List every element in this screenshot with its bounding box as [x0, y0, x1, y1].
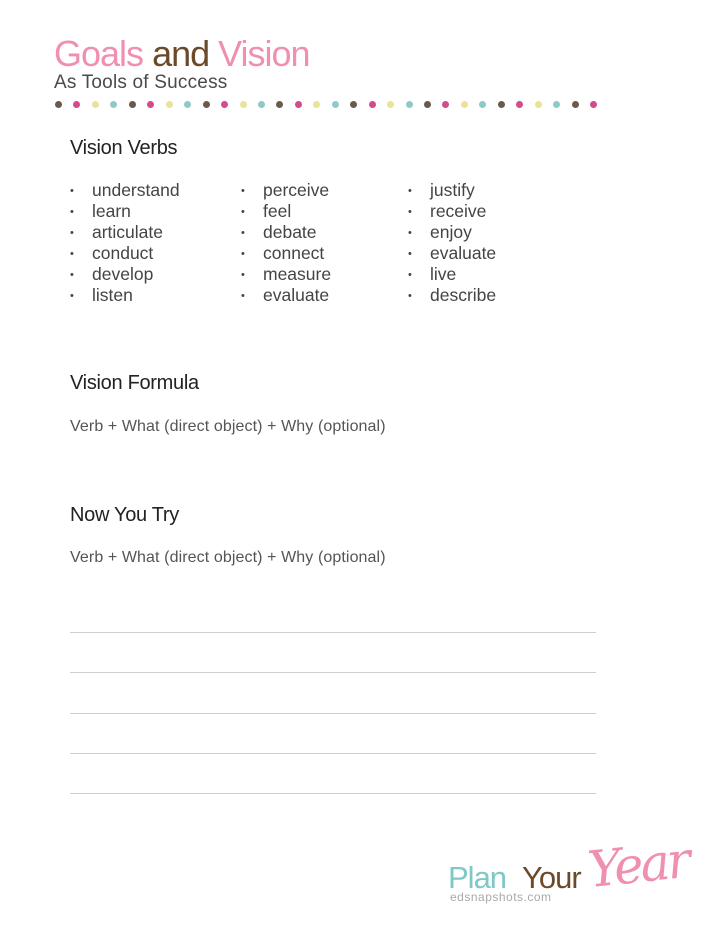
bullet-icon: • — [408, 227, 412, 239]
list-item: • debate — [241, 222, 317, 242]
title-block — [54, 34, 310, 94]
list-item: • evaluate — [241, 285, 330, 305]
bullet-icon: • — [241, 248, 245, 260]
list-item: • articulate — [70, 222, 164, 242]
decorative-dot — [166, 101, 173, 108]
list-item: • receive — [408, 201, 487, 221]
decorative-dot — [92, 101, 99, 108]
logo-plan-text: Plan — [448, 860, 507, 895]
list-item: • understand — [70, 180, 180, 200]
verb-column-3 — [408, 180, 496, 306]
list-item: • enjoy — [408, 222, 472, 242]
vision-formula-heading: Vision Formula — [70, 372, 199, 394]
decorative-dot — [313, 101, 320, 108]
list-item: • describe — [408, 285, 497, 305]
decorative-dot — [424, 101, 431, 108]
decorative-dot — [203, 101, 210, 108]
bullet-icon: • — [70, 248, 74, 260]
vision-verbs-heading: Vision Verbs — [70, 137, 178, 159]
vision-formula-text: Verb + What (direct object) + Why (optional) — [70, 418, 386, 435]
decorative-dot — [221, 101, 228, 108]
decorative-dot — [55, 101, 62, 108]
list-item: • feel — [241, 201, 292, 221]
now-you-try-formula-text: Verb + What (direct object) + Why (optional) — [70, 549, 386, 566]
decorative-dot — [110, 101, 117, 108]
decorative-dot — [590, 101, 597, 108]
decorative-dot — [240, 101, 247, 108]
decorative-dot — [479, 101, 486, 108]
bullet-icon: • — [408, 248, 412, 260]
plan-your-year-logo — [448, 830, 691, 918]
decorative-dot — [387, 101, 394, 108]
decorative-dot — [442, 101, 449, 108]
decorative-dot — [184, 101, 191, 108]
decorative-dot — [516, 101, 523, 108]
decorative-dot — [147, 101, 154, 108]
writing-line-3[interactable] — [70, 713, 596, 714]
writing-line-5[interactable] — [70, 793, 596, 794]
bullet-icon: • — [70, 290, 74, 302]
decorative-dot — [572, 101, 579, 108]
page-title — [54, 34, 310, 74]
logo-url-text: edsnapshots.com — [450, 890, 552, 904]
decorative-dot — [73, 101, 80, 108]
decorative-dot — [553, 101, 560, 108]
list-item: • learn — [70, 201, 131, 221]
bullet-icon: • — [241, 227, 245, 239]
title-vision: Vision — [218, 33, 310, 74]
list-item: • perceive — [241, 180, 330, 200]
decorative-dot — [332, 101, 339, 108]
bullet-icon: • — [241, 290, 245, 302]
decorative-dot-divider — [55, 101, 600, 111]
title-goals: Goals — [54, 33, 144, 74]
decorative-dot — [258, 101, 265, 108]
list-item: • measure — [241, 264, 332, 284]
decorative-dot — [276, 101, 283, 108]
decorative-dot — [295, 101, 302, 108]
list-item: • listen — [70, 285, 133, 305]
logo-your-text: Your — [522, 860, 581, 895]
bullet-icon: • — [70, 185, 74, 197]
list-item: • connect — [241, 243, 325, 263]
decorative-dot — [369, 101, 376, 108]
writing-line-1[interactable] — [70, 632, 596, 633]
list-item: • evaluate — [408, 243, 497, 263]
bullet-icon: • — [241, 185, 245, 197]
bullet-icon: • — [408, 290, 412, 302]
decorative-dot — [350, 101, 357, 108]
writing-line-2[interactable] — [70, 672, 596, 673]
bullet-icon: • — [408, 269, 412, 281]
decorative-dot — [535, 101, 542, 108]
bullet-icon: • — [70, 269, 74, 281]
list-item: • justify — [408, 180, 475, 200]
verb-column-2 — [241, 180, 331, 306]
bullet-icon: • — [241, 269, 245, 281]
bullet-icon: • — [70, 227, 74, 239]
decorative-dot — [129, 101, 136, 108]
logo-year-script: Year — [585, 830, 691, 900]
bullet-icon: • — [408, 185, 412, 197]
verb-column-1 — [70, 180, 180, 306]
bullet-icon: • — [241, 206, 245, 218]
bullet-icon: • — [408, 206, 412, 218]
decorative-dot — [498, 101, 505, 108]
now-you-try-heading: Now You Try — [70, 504, 179, 526]
writing-line-4[interactable] — [70, 753, 596, 754]
decorative-dot — [406, 101, 413, 108]
bullet-icon: • — [70, 206, 74, 218]
title-and: and — [152, 33, 210, 74]
page-subtitle: As Tools of Success — [54, 72, 228, 93]
decorative-dot — [461, 101, 468, 108]
list-item: • develop — [70, 264, 154, 284]
list-item: • conduct — [70, 243, 154, 263]
list-item: • live — [408, 264, 457, 284]
